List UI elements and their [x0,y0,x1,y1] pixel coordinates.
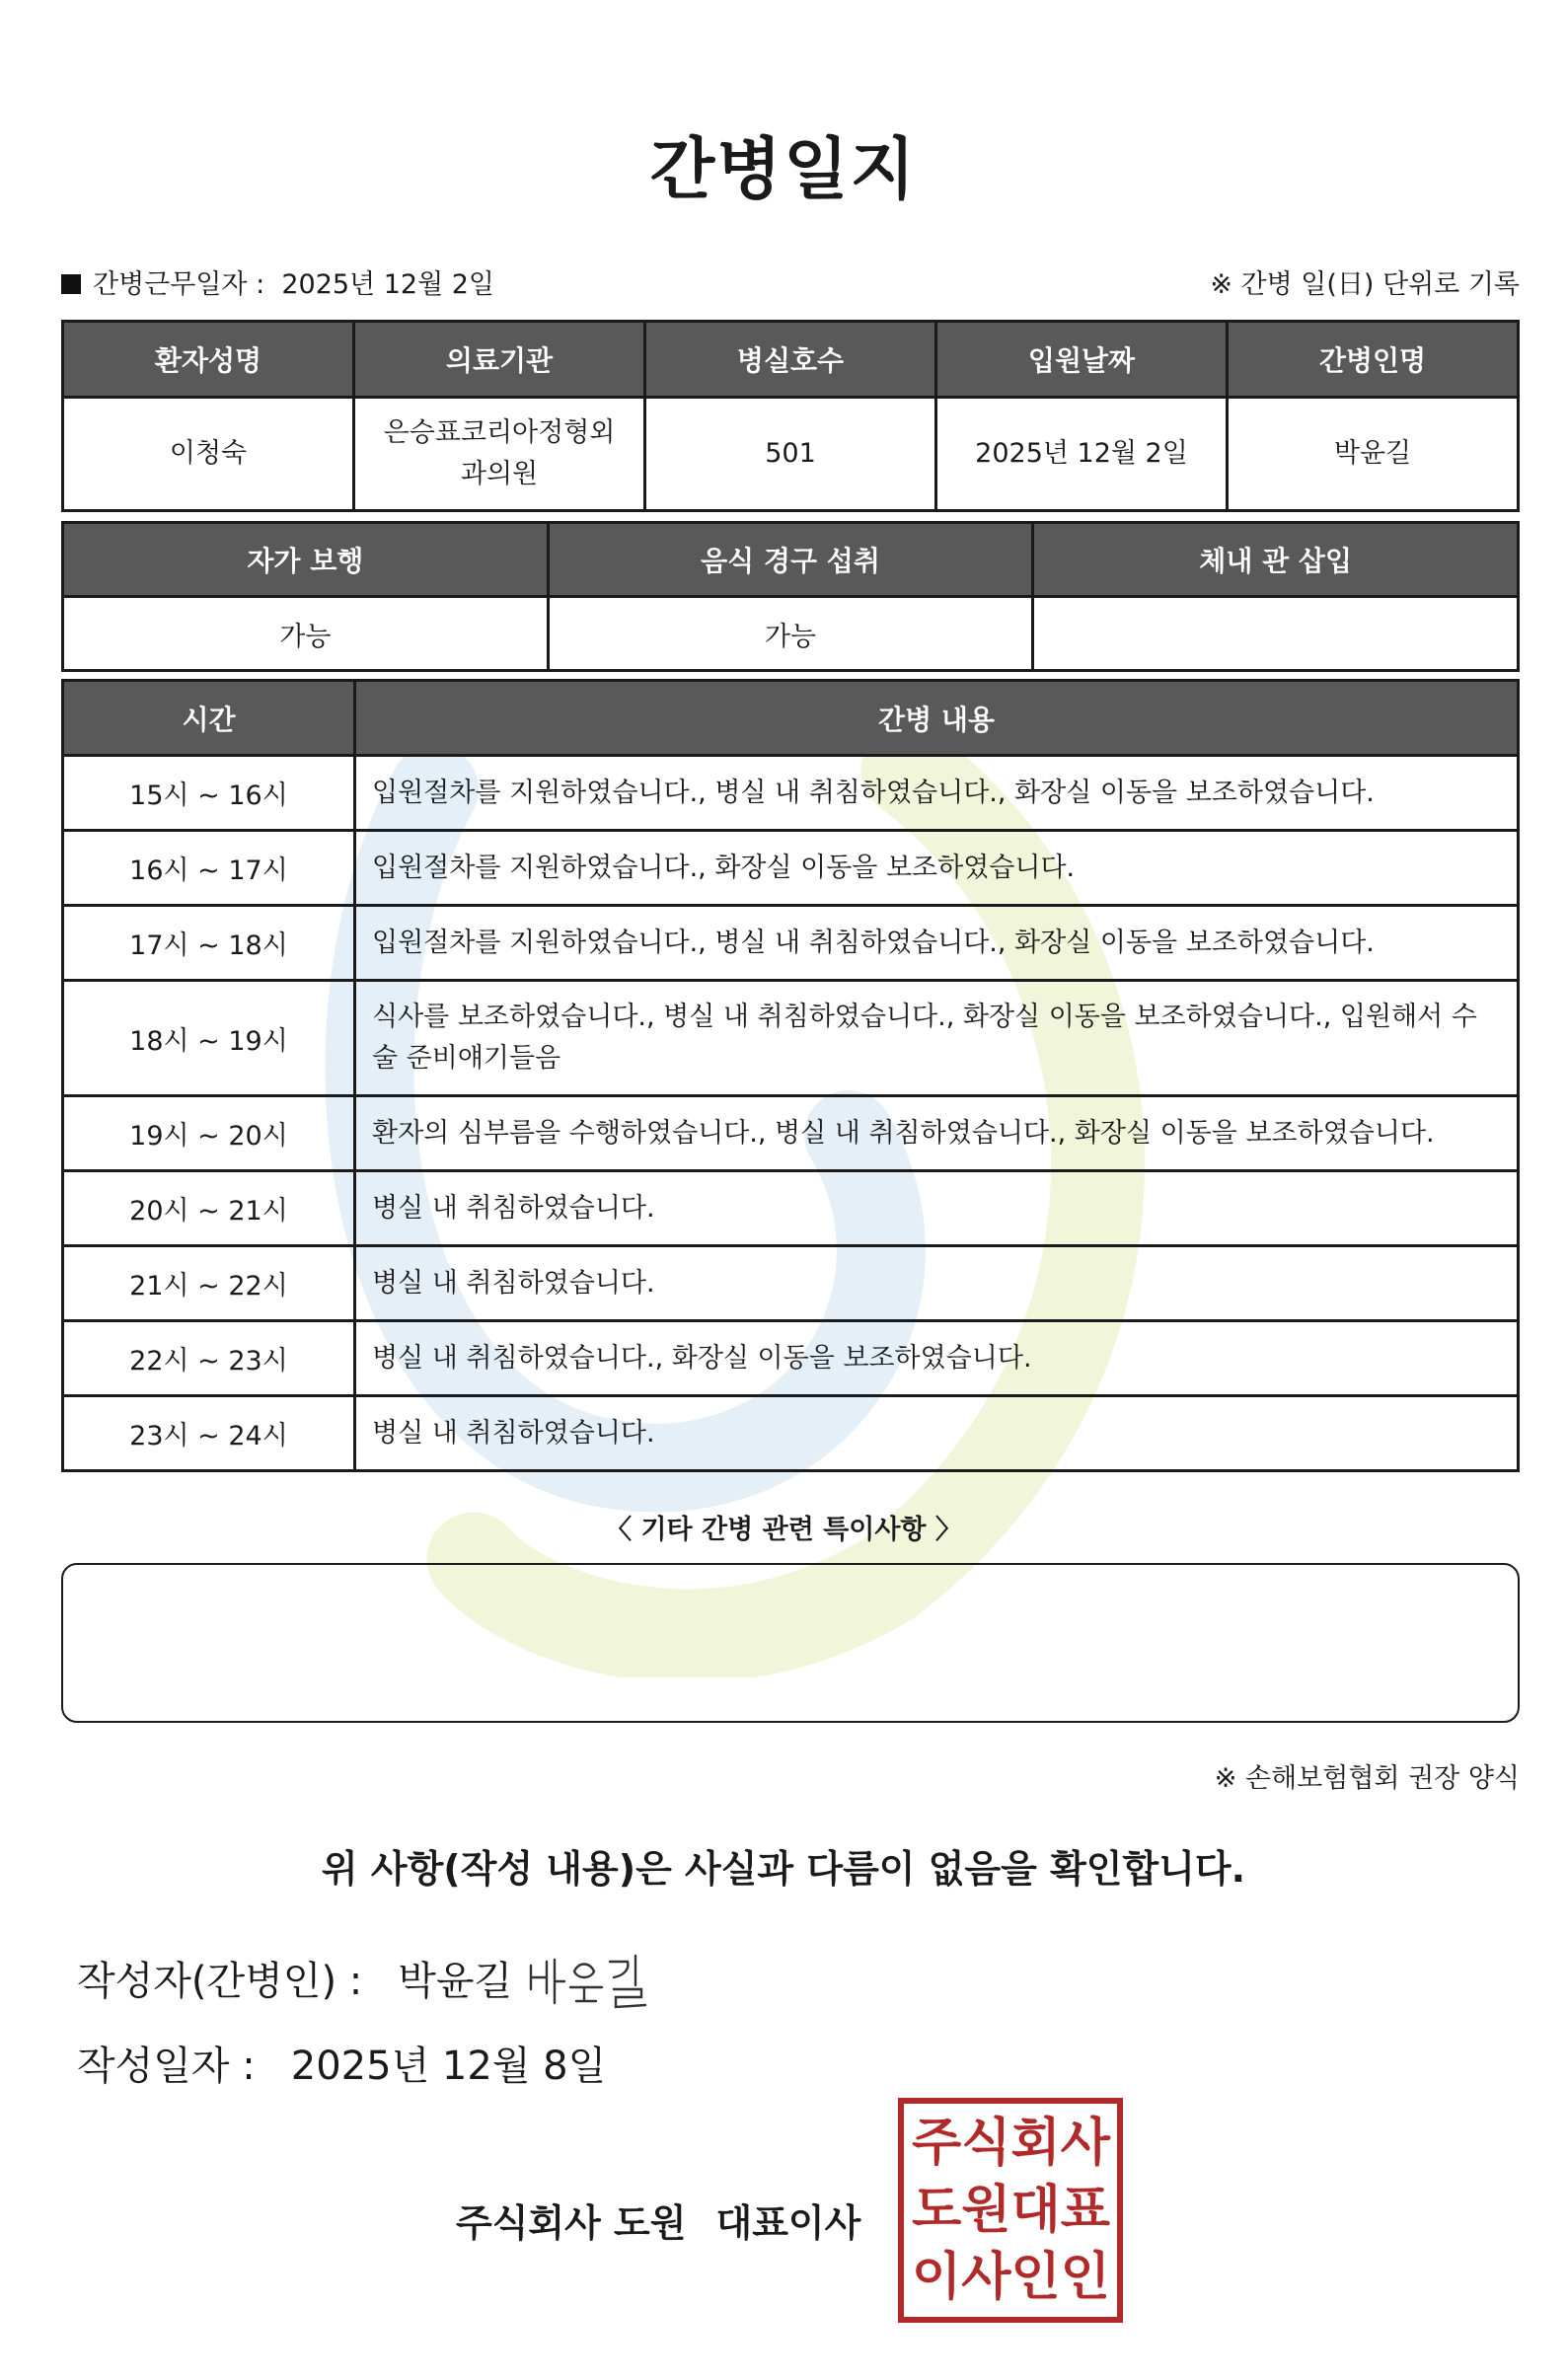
header-admission-date: 입원날짜 [936,322,1228,398]
table-row [63,1171,1519,1246]
table-row [63,1396,1519,1471]
table-row [63,756,1519,831]
table-row [63,1246,1519,1321]
admission-date: 2025년 12월 2일 [936,398,1228,511]
row-content: 식사를 보조하였습니다., 병실 내 취침하였습니다., 화장실 이동을 보조하였습니다., 입원해서 수술 준비얘기들음 [355,981,1519,1096]
patient-name: 이청숙 [63,398,354,511]
handwritten-signature [525,1944,653,2013]
notes-box [61,1563,1520,1723]
written-date-line [77,2035,606,2091]
row-content: 환자의 심부름을 수행하였습니다., 병실 내 취침하였습니다., 화장실 이동을 보조하였습니다. [355,1096,1519,1171]
written-date-value: 2025년 12월 8일 [290,2044,607,2089]
hospital-name: 은승표코리아정형외과의원 [354,398,645,511]
seal-char: 도 [912,2181,962,2240]
header-hospital: 의료기관 [354,322,645,398]
row-content: 병실 내 취침하였습니다. [355,1171,1519,1246]
written-date-label: 작성일자 : [77,2044,256,2089]
row-time: 20시 ~ 21시 [63,1171,355,1246]
writer-line [77,1950,512,2006]
row-content: 입원절차를 지원하였습니다., 병실 내 취침하였습니다., 화장실 이동을 보조하였습니다. [355,756,1519,831]
company-name: 주식회사 도원 [456,2201,687,2245]
seal-char: 인 [1060,2248,1110,2307]
seal-char: 사 [961,2248,1011,2307]
row-time: 16시 ~ 17시 [63,831,355,906]
row-time: 18시 ~ 19시 [63,981,355,1096]
seal-char: 식 [961,2114,1011,2173]
row-time: 22시 ~ 23시 [63,1321,355,1396]
header-room-number: 병실호수 [645,322,936,398]
row-time: 23시 ~ 24시 [63,1396,355,1471]
company-representative: 대표이사 [715,2201,861,2245]
row-content: 병실 내 취침하였습니다. [355,1396,1519,1471]
room-number: 501 [645,398,936,511]
seal-char: 대 [1010,2181,1061,2240]
seal-char: 표 [1060,2181,1110,2240]
header-patient-name: 환자성명 [63,322,354,398]
table-row [63,906,1519,981]
header-time: 시간 [63,681,355,756]
oral-intake-value: 가능 [548,597,1033,671]
confirmation-statement: 위 사항(작성 내용)은 사실과 다름이 없음을 확인합니다. [321,1847,1246,1891]
caregiver-name: 박윤길 [1228,398,1519,511]
seal-char: 주 [912,2114,962,2173]
unit-note: ※ 간병 일(日) 단위로 기록 [1210,269,1520,300]
row-time: 21시 ~ 22시 [63,1246,355,1321]
work-date-label: 간병근무일자 : [93,269,265,300]
row-content: 입원절차를 지원하였습니다., 화장실 이동을 보조하였습니다. [355,831,1519,906]
patient-info-table [61,320,1520,512]
seal-char: 원 [961,2181,1011,2240]
square-bullet-icon [61,274,81,294]
work-date [61,262,494,301]
table-row [63,1321,1519,1396]
table-row [63,831,1519,906]
header-tube-insertion: 체내 관 삽입 [1033,523,1519,597]
patient-status-table [61,521,1520,672]
seal-char: 인 [1010,2248,1061,2307]
row-content: 병실 내 취침하였습니다. [355,1246,1519,1321]
care-log-table [61,679,1520,1472]
self-walking-value: 가능 [63,597,549,671]
page-title: 간병일지 [649,131,918,209]
header-self-walking: 자가 보행 [63,523,549,597]
writer-name: 박윤길 [398,1959,513,2004]
table-row [63,981,1519,1096]
row-content: 입원절차를 지원하였습니다., 병실 내 취침하였습니다., 화장실 이동을 보조하였습니다. [355,906,1519,981]
row-time: 19시 ~ 20시 [63,1096,355,1171]
seal-char: 회 [1010,2114,1061,2173]
seal-char: 사 [1060,2114,1110,2173]
row-time: 15시 ~ 16시 [63,756,355,831]
header-oral-intake: 음식 경구 섭취 [548,523,1033,597]
association-note: ※ 손해보험협회 권장 양식 [1214,1763,1520,1794]
notes-title: 〈 기타 간병 관련 특이사항 〉 [605,1515,962,1545]
work-date-value: 2025년 12월 2일 [281,269,495,300]
company-line [456,2193,860,2247]
header-care-content: 간병 내용 [355,681,1519,756]
seal-char: 이 [912,2248,962,2307]
row-content: 병실 내 취침하였습니다., 화장실 이동을 보조하였습니다. [355,1321,1519,1396]
row-time: 17시 ~ 18시 [63,906,355,981]
tube-insertion-value [1033,597,1519,671]
company-seal-stamp [898,2098,1123,2323]
table-row [63,1096,1519,1171]
header-caregiver-name: 간병인명 [1228,322,1519,398]
writer-label: 작성자(간병인) : [77,1959,363,2004]
